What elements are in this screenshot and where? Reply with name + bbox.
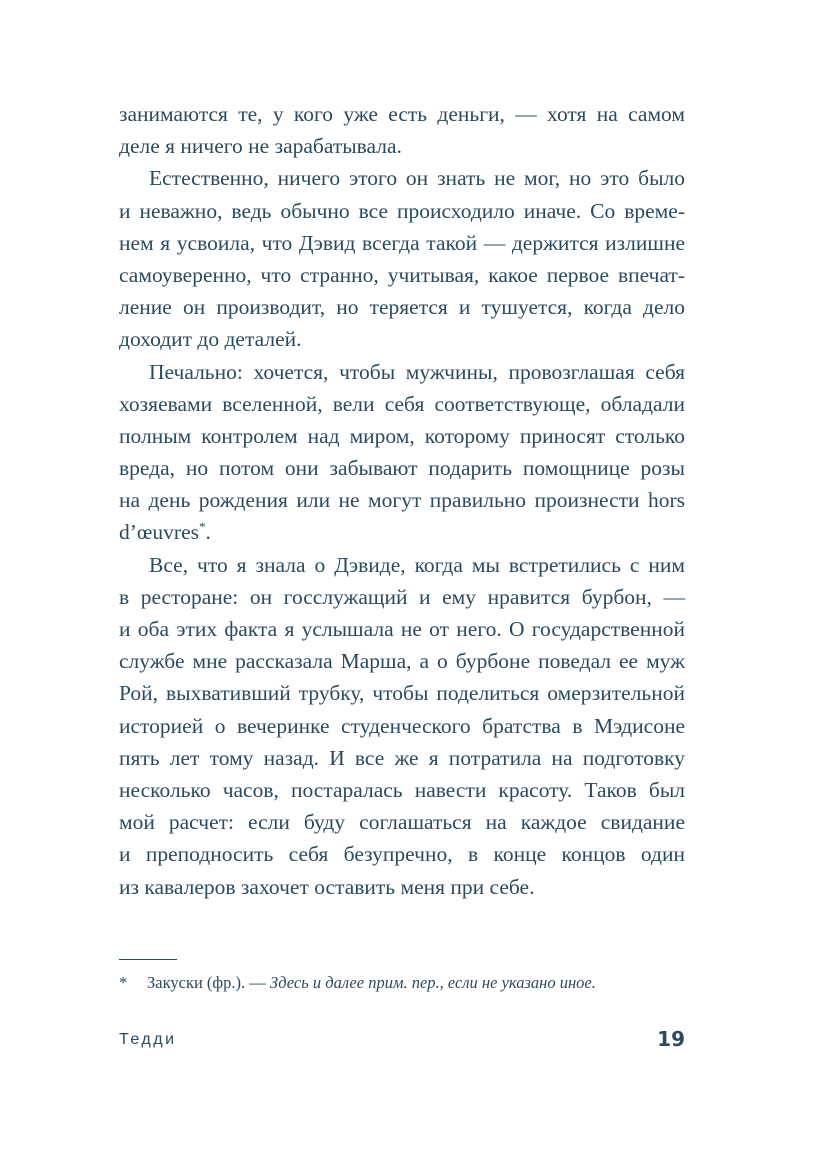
text-line: Естественно, ничего этого он знать не мог, но это было xyxy=(149,166,685,191)
text-line: Рой, выхвативший трубку, чтобы поделиться омерзительной xyxy=(119,681,685,706)
text-line: службе мне рассказала Марша, а о бурбоне поведал ее муж xyxy=(119,649,685,674)
footnote-italic-text: Здесь и далее прим. пер., если не указано иное. xyxy=(269,973,596,992)
text-line: историей о вечеринке студенческого братства в Мэдисоне xyxy=(119,713,685,738)
text-line: несколько часов, постаралась навести красоту. Таков был xyxy=(119,777,685,802)
footnote-marker: * xyxy=(119,973,128,992)
text-line: пять лет тому назад. И все же я потратила на подготовку xyxy=(119,745,685,770)
text-line: из кавалеров захочет оставить меня при себе. xyxy=(119,874,535,899)
text-line: и преподносить себя безупречно, в конце концов один xyxy=(119,842,685,867)
text-line: и неважно, ведь обычно все происходило иначе. Со време- xyxy=(119,198,685,223)
text-line: ление он производит, но теряется и тушуется, когда дело xyxy=(119,295,685,320)
line-end-period: . xyxy=(205,520,211,545)
text-line: Печально: хочется, чтобы мужчины, провозглашая себя xyxy=(149,359,685,384)
page-number: 19 xyxy=(657,1027,685,1051)
text-line: деле я ничего не зарабатывала. xyxy=(119,134,402,159)
text-line: полным контролем над миром, которому приносят столько xyxy=(119,423,685,448)
text-line: хозяевами вселенной, вели себя соответствующе, обладали xyxy=(119,391,685,416)
text-line: вреда, но потом они забывают подарить помощнице розы xyxy=(119,456,685,481)
text-line: занимаются те, у кого уже есть деньги, — хотя на самом xyxy=(119,102,685,126)
text-line: d’œuvres xyxy=(119,520,200,545)
running-title: Тедди xyxy=(119,1031,177,1048)
footnote xyxy=(119,972,685,994)
text-line: и оба этих факта я услышала не от него. О государственной xyxy=(119,617,685,641)
text-line: доходит до деталей. xyxy=(119,327,302,352)
text-line: в ресторане: он госслужащий и ему нравится бурбон, — xyxy=(119,584,685,609)
text-line: самоуверенно, что странно, учитывая, какое первое впечат- xyxy=(119,262,685,287)
text-line: мой расчет: если буду соглашаться на каждое свидание xyxy=(119,810,685,835)
text-line: Все, что я знала о Дэвиде, когда мы встретились с ним xyxy=(149,552,685,577)
text-line: нем я усвоила, что Дэвид всегда такой — держится излишне xyxy=(119,230,685,255)
footnote-divider xyxy=(119,959,177,960)
text-line: на день рождения или не могут правильно произнести hors xyxy=(119,488,685,513)
footnote-text: Закуски (фр.). — xyxy=(147,973,266,992)
footnote-reference[interactable]: * xyxy=(199,519,206,535)
text-line-with-footnote xyxy=(119,516,685,548)
main-text xyxy=(119,98,685,903)
